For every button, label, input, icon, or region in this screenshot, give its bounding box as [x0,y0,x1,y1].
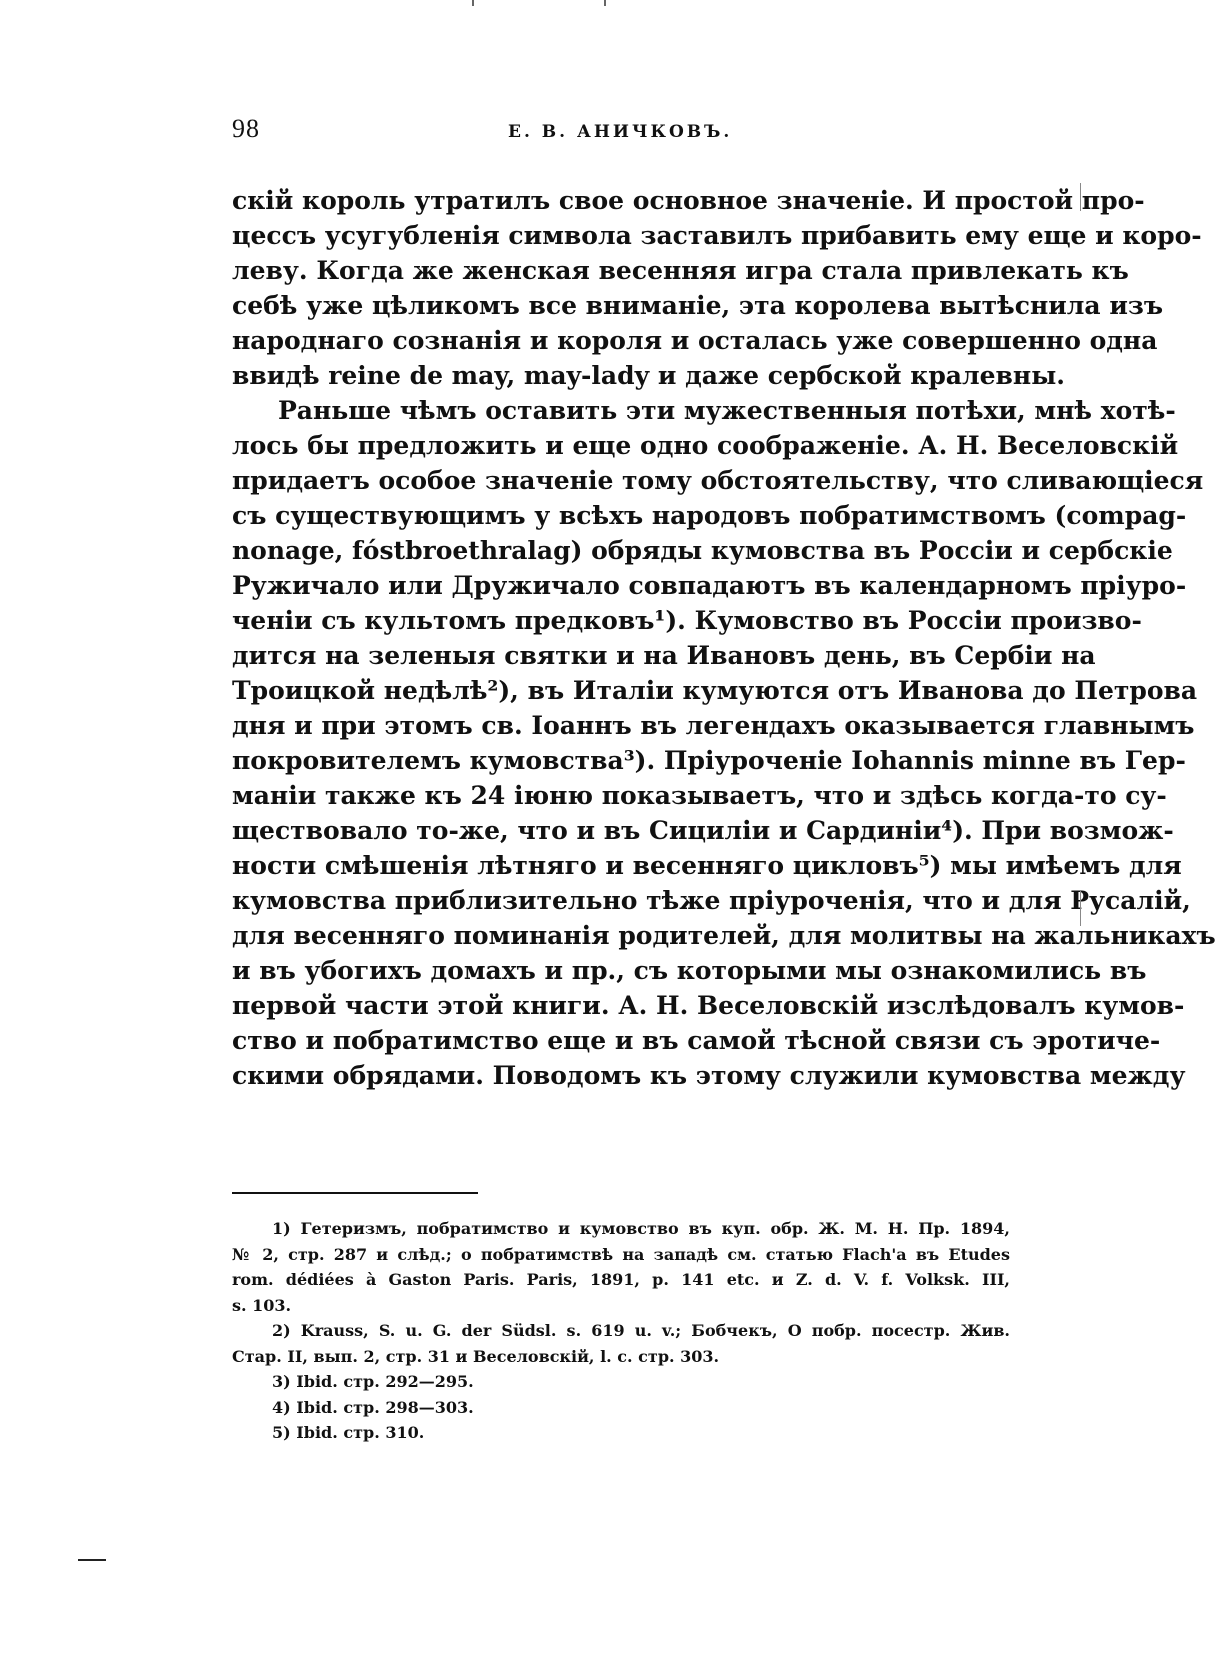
text-line: nonage, fóstbroethralag) обряды кумовства въ Россіи и сербскіе [232,536,1173,565]
footnote-line: 2) Krauss, S. u. G. der Südsl. s. 619 u. v.; Бобчекъ, О побр. посестр. Жив. [272,1321,1010,1340]
text-line: ство и побратимство еще и въ самой тѣсной связи съ эротиче- [232,1026,1161,1055]
text-line: ввидѣ reine de may, may-lady и даже сербской кралевны. [232,361,1065,390]
margin-dash [78,1559,106,1561]
text-line: Ружичало или Дружичало совпадаютъ въ календарномъ пріуро- [232,571,1187,600]
text-line: цессъ усугубленія символа заставилъ прибавить ему еще и коро- [232,221,1202,250]
footnote-line: 4) Ibid. стр. 298—303. [272,1397,474,1417]
text-line: Раньше чѣмъ оставить эти мужественныя потѣхи, мнѣ хотѣ- [278,396,1176,425]
scan-speck [472,0,474,6]
text-line: Троицкой недѣлѣ²), въ Италіи кумуются отъ Иванова до Петрова [232,676,1198,705]
text-line: скими обрядами. Поводомъ къ этому служили кумовства между [232,1061,1186,1090]
footnotes [232,1216,1010,1446]
text-line: съ существующимъ у всѣхъ народовъ побратимствомъ (compag- [232,501,1187,530]
footnote-separator [232,1192,478,1194]
text-line: ности смѣшенія лѣтняго и весенняго цикловъ⁵) мы имѣемъ для [232,851,1182,880]
page-header [232,114,1008,154]
text-line: народнаго сознанія и короля и осталась уже совершенно одна [232,326,1158,355]
main-text [232,183,1216,1093]
footnote-line: 5) Ibid. стр. 310. [272,1423,425,1442]
page-number: 98 [232,114,260,143]
margin-mark [1080,890,1081,926]
footnote-line: № 2, стр. 287 и слѣд.; о побратимствѣ на западѣ см. статью Flach'а въ Etudes [232,1244,1010,1264]
text-line: и въ убогихъ домахъ и пр., съ которыми мы ознакомились въ [232,956,1147,985]
footnote-line: s. 103. [232,1295,292,1315]
running-head: Е. В. АНИЧКОВЪ. [508,122,733,142]
text-line: скій король утратилъ свое основное значеніе. И простой про- [232,186,1145,215]
footnote-line: 3) Ibid. стр. 292—295. [272,1372,474,1391]
text-line: ществовало то-же, что и въ Сициліи и Сардиніи⁴). При возмож- [232,816,1174,845]
text-line: придаетъ особое значеніе тому обстоятельству, что сливающіеся [232,466,1204,495]
text-line: кумовства приблизительно тѣже пріуроченія, что и для Русалій, [232,886,1191,915]
text-line: себѣ уже цѣликомъ все вниманіе, эта королева вытѣснила изъ [232,291,1163,320]
text-line: дится на зеленыя святки и на Ивановъ день, въ Сербіи на [232,641,1096,670]
footnote-line: 1) Гетеризмъ, побратимство и кумовство въ куп. обр. Ж. М. Н. Пр. 1894, [272,1219,1010,1238]
text-line: маніи также къ 24 іюню показываетъ, что и здѣсь когда-то су- [232,781,1167,810]
margin-mark [1080,183,1081,211]
text-line: покровителемъ кумовства³). Пріуроченіе Iohannis minne въ Гер- [232,746,1186,775]
footnote-line: rom. dédiées à Gaston Paris. Paris, 1891, p. 141 etc. и Z. d. V. f. Volksk. III, [232,1270,1010,1289]
text-line: дня и при этомъ св. Іоаннъ въ легендахъ оказывается главнымъ [232,711,1195,740]
text-line: лось бы предложить и еще одно соображеніе. А. Н. Веселовскій [232,431,1179,460]
text-line: для весенняго поминанія родителей, для молитвы на жальникахъ [232,921,1216,950]
text-line: ченіи съ культомъ предковъ¹). Кумовство въ Россіи произво- [232,606,1142,635]
text-line: первой части этой книги. А. Н. Веселовскій изслѣдовалъ кумов- [232,991,1185,1020]
text-line: леву. Когда же женская весенняя игра стала привлекать къ [232,256,1129,285]
scan-speck [604,0,606,6]
footnote-line: Стар. II, вып. 2, стр. 31 и Веселовскій, l. c. стр. 303. [232,1346,720,1366]
